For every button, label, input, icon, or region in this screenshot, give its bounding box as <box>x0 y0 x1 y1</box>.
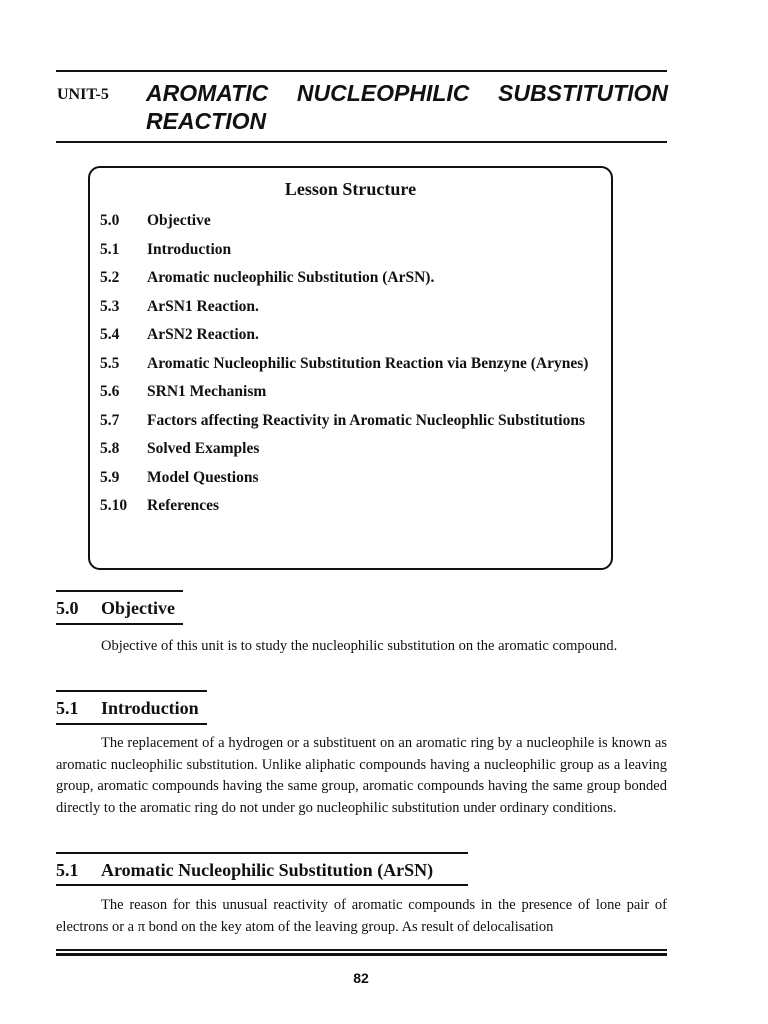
lesson-item-text: ArSN1 Reaction. <box>147 297 259 315</box>
lesson-item-number: 5.1 <box>100 240 120 258</box>
lesson-item-text: ArSN2 Reaction. <box>147 326 259 343</box>
section-number: 5.1 <box>56 698 79 718</box>
lesson-structure-list <box>100 210 596 524</box>
lesson-item-text: References <box>147 497 220 514</box>
header-top-rule <box>56 70 667 72</box>
lesson-item <box>100 410 596 432</box>
objective-heading <box>56 596 175 620</box>
lesson-item-number: 5.4 <box>100 326 120 343</box>
introduction-paragraph: The replacement of a hydrogen or a substituent on an aromatic ring by a nucleophile is known as aromatic nucleophilic substitution. Unlike aliphatic compounds having a nucleophilic group as a leaving group, aromatic compounds having the same group, aromatic compounds having the same group bonded directly to the aromatic ring do not under go nucleophilic substitution under ordinary conditions. <box>56 735 667 816</box>
header-bottom-rule <box>56 141 667 143</box>
lesson-item-text: Model Questions <box>147 468 259 486</box>
unit-title: AROMATIC NUCLEOPHILIC SUBSTITUTION REACTION <box>146 80 668 134</box>
lesson-item-number: 5.9 <box>100 468 120 486</box>
introduction-heading <box>56 696 199 720</box>
arsn-heading <box>56 858 433 882</box>
section-title: Introduction <box>101 698 199 718</box>
section-number: 5.0 <box>56 598 79 618</box>
objective-heading-top-rule <box>56 590 183 592</box>
lesson-item-number: 5.3 <box>100 297 120 315</box>
section-number: 5.1 <box>56 860 79 880</box>
introduction-heading-top-rule <box>56 690 207 692</box>
lesson-item <box>100 296 596 318</box>
lesson-item-text: Objective <box>147 212 211 229</box>
lesson-item <box>100 381 596 403</box>
lesson-item <box>100 239 596 261</box>
lesson-item-text: Aromatic nucleophilic Substitution (ArSN). <box>147 269 435 286</box>
lesson-item-text: Introduction <box>147 240 232 258</box>
section-title: Aromatic Nucleophilic Substitution (ArSN) <box>101 860 434 880</box>
footer-rule-thin <box>56 949 667 951</box>
introduction-heading-bottom-rule <box>56 723 207 725</box>
lesson-item-text: Aromatic Nucleophilic Substitution Reaction via Benzyne (Arynes) <box>147 354 589 372</box>
lesson-item <box>100 495 596 517</box>
lesson-item <box>100 324 596 346</box>
arsn-paragraph: The reason for this unusual reactivity of aromatic compounds in the presence of lone pair of electrons or a π bond on the key atom of the leaving group. As result of delocalisation <box>56 897 667 935</box>
lesson-item-number: 5.5 <box>100 354 120 372</box>
lesson-item <box>100 210 596 232</box>
lesson-item-number: 5.2 <box>100 269 120 286</box>
lesson-item <box>100 267 596 289</box>
lesson-item-number: 5.6 <box>100 383 120 400</box>
lesson-item-number: 5.0 <box>100 212 120 229</box>
lesson-structure-box <box>88 166 613 570</box>
objective-heading-bottom-rule <box>56 623 183 625</box>
lesson-item <box>100 467 596 489</box>
lesson-item <box>100 438 596 460</box>
lesson-item-text: SRN1 Mechanism <box>147 383 267 400</box>
lesson-item-number: 5.10 <box>100 497 128 514</box>
section-title: Objective <box>101 598 175 618</box>
page-number: 82 <box>353 970 369 986</box>
unit-label: UNIT-5 <box>57 86 109 103</box>
lesson-item <box>100 353 596 375</box>
lesson-item-number: 5.8 <box>100 440 120 457</box>
arsn-heading-bottom-rule <box>56 884 468 886</box>
arsn-heading-top-rule <box>56 852 468 854</box>
objective-paragraph: Objective of this unit is to study the nucleophilic substitution on the aromatic compound. <box>101 638 618 654</box>
lesson-item-number: 5.7 <box>100 411 120 429</box>
footer-rule-thick <box>56 953 667 956</box>
lesson-structure-heading: Lesson Structure <box>284 179 417 199</box>
lesson-item-text: Solved Examples <box>147 440 260 457</box>
lesson-item-text: Factors affecting Reactivity in Aromatic Nucleophlic Substitutions <box>147 411 585 429</box>
